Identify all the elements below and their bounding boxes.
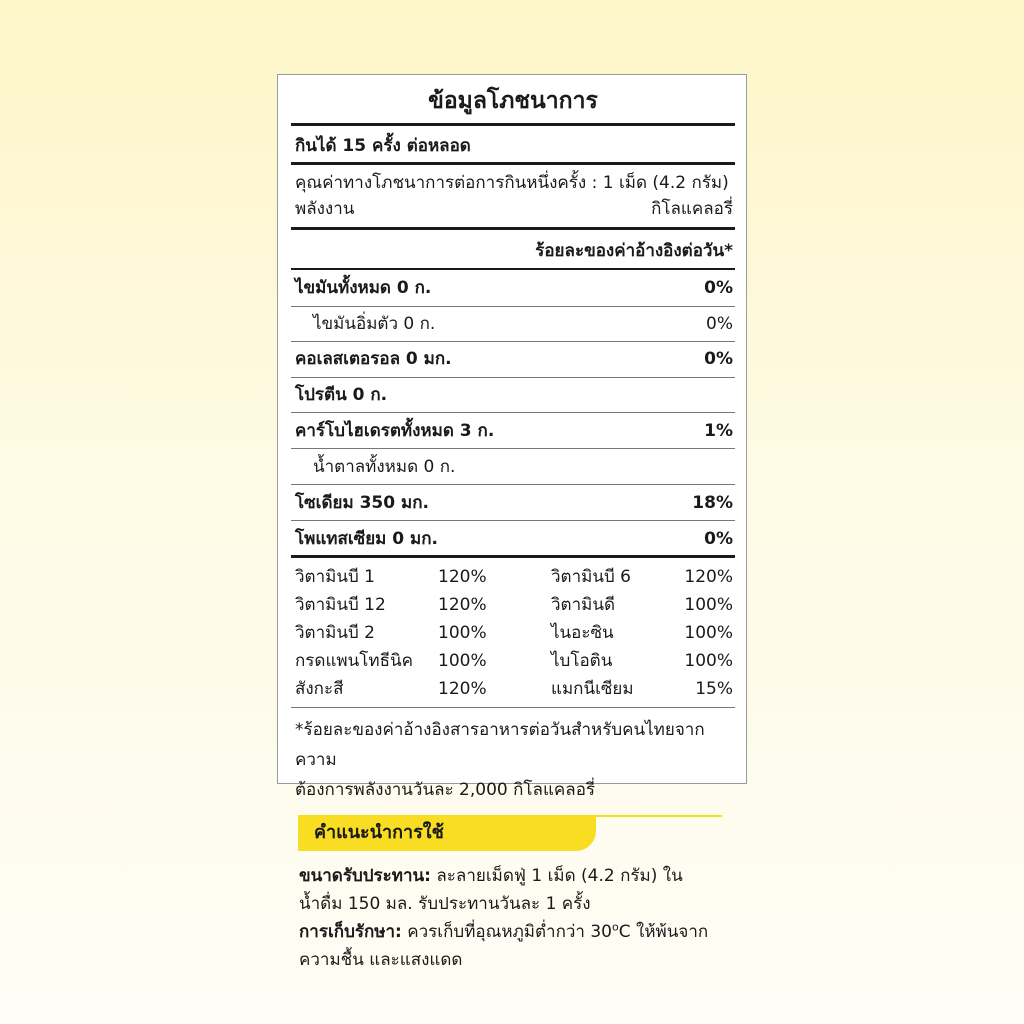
- serving-size-text: คุณค่าทางโภชนาการต่อการกินหนึ่งครั้ง : 1 เม็ด (4.2 กรัม): [295, 173, 729, 193]
- dosage-line: [299, 862, 729, 890]
- vitamin-name: วิตามินดี: [551, 595, 615, 615]
- divider: [291, 412, 735, 413]
- divider: [291, 341, 735, 342]
- nutrient-pct: 0%: [704, 349, 733, 369]
- divider: [291, 520, 735, 521]
- divider: [291, 448, 735, 449]
- nutrient-name: โพแทสเซียม 0 มก.: [295, 529, 439, 549]
- nutrition-facts-panel: [277, 74, 747, 800]
- footnote-line: ต้องการพลังงานวันละ 2,000 กิโลแคลอรี่: [295, 780, 596, 800]
- usage-instructions: [299, 862, 729, 974]
- storage-text: C ให้พ้นจาก: [618, 922, 709, 942]
- nutrient-name: โซเดียม 350 มก.: [295, 493, 429, 513]
- nutrient-name: ไขมันอิ่มตัว 0 ก.: [313, 314, 436, 334]
- divider: [291, 707, 735, 708]
- vitamin-name: วิตามินบี 12: [295, 595, 386, 615]
- dv-header: ร้อยละของค่าอ้างอิงต่อวัน*: [535, 241, 733, 261]
- nutrient-name: ไขมันทั้งหมด 0 ก.: [295, 278, 432, 298]
- nutrient-pct: 1%: [704, 421, 733, 441]
- vitamin-name: สังกะสี: [295, 679, 344, 699]
- divider: [291, 484, 735, 485]
- vitamin-pct: 120%: [438, 679, 487, 699]
- footnote-line: *ร้อยละของค่าอ้างอิงสารอาหารต่อวันสำหรับคนไทยจากความ: [295, 720, 705, 770]
- nutrient-name: คอเลสเตอรอล 0 มก.: [295, 349, 452, 369]
- vitamin-pct: 100%: [684, 623, 733, 643]
- vitamin-pct: 100%: [684, 595, 733, 615]
- usage-header: [298, 815, 596, 851]
- divider: [291, 123, 735, 126]
- nutrient-name: น้ำตาลทั้งหมด 0 ก.: [313, 457, 456, 477]
- vitamin-pct: 120%: [684, 567, 733, 587]
- divider: [291, 306, 735, 307]
- nutrient-name: โปรตีน 0 ก.: [295, 385, 388, 405]
- divider: [291, 227, 735, 230]
- storage-text: ควรเก็บที่อุณหภูมิต่ำกว่า 30: [401, 922, 613, 942]
- dosage-line: น้ำดื่ม 150 มล. รับประทานวันละ 1 ครั้ง: [299, 894, 591, 914]
- footnote: [295, 715, 735, 805]
- vitamin-pct: 120%: [438, 567, 487, 587]
- vitamin-name: แมกนีเซียม: [551, 679, 634, 699]
- dosage-label: ขนาดรับประทาน:: [299, 866, 431, 886]
- nutrient-name: คาร์โบไฮเดรตทั้งหมด 3 ก.: [295, 421, 495, 441]
- degree-symbol: o: [612, 920, 619, 934]
- energy-label: พลังงาน: [295, 199, 355, 219]
- dosage-text: ละลายเม็ดฟู่ 1 เม็ด (4.2 กรัม) ใน: [430, 866, 683, 886]
- divider: [291, 377, 735, 378]
- nutrient-pct: 0%: [704, 278, 733, 298]
- divider: [291, 268, 735, 270]
- vitamin-pct: 120%: [438, 595, 487, 615]
- vitamin-pct: 100%: [438, 623, 487, 643]
- usage-header-line: [596, 815, 722, 817]
- nutrition-title: ข้อมูลโภชนาการ: [428, 88, 598, 114]
- vitamin-name: วิตามินบี 6: [551, 567, 631, 587]
- nutrient-pct: 0%: [706, 314, 733, 334]
- vitamin-pct: 100%: [684, 651, 733, 671]
- vitamin-name: วิตามินบี 2: [295, 623, 375, 643]
- vitamin-name: ไนอะซิน: [551, 623, 614, 643]
- servings-text: กินได้ 15 ครั้ง ต่อหลอด: [295, 136, 471, 156]
- vitamin-pct: 100%: [438, 651, 487, 671]
- storage-label: การเก็บรักษา:: [299, 922, 402, 942]
- vitamin-name: วิตามินบี 1: [295, 567, 375, 587]
- divider: [291, 162, 735, 165]
- vitamin-name: ไบโอติน: [551, 651, 613, 671]
- usage-title: คำแนะนำการใช้: [314, 822, 444, 843]
- storage-line: ความชื้น และแสงแดด: [299, 950, 463, 970]
- nutrient-pct: 18%: [692, 493, 733, 513]
- storage-line: [299, 918, 729, 946]
- energy-unit: กิโลแคลอรี่: [651, 199, 733, 219]
- vitamin-name: กรดแพนโทธีนิค: [295, 651, 413, 671]
- divider: [291, 555, 735, 558]
- vitamin-pct: 15%: [695, 679, 733, 699]
- nutrient-pct: 0%: [704, 529, 733, 549]
